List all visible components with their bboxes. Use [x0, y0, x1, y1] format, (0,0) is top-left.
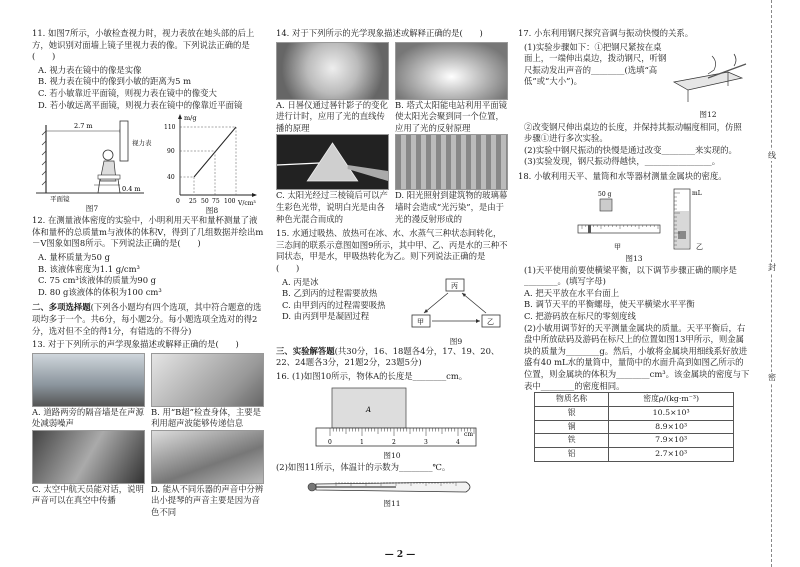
table-row	[535, 420, 734, 434]
density-table	[534, 392, 734, 462]
q11-option-b: B. 视力表在镜中的像到小敏的距离为5 m	[38, 76, 192, 87]
fig9-bing: 丙	[451, 281, 458, 290]
q13-cell-d	[151, 430, 264, 519]
binding-label-c: 密	[764, 372, 780, 383]
q14-option-b: B. 塔式太阳能电站利用平面镜使太阳光会聚到同一个位置，应用了光的反射原理	[395, 99, 507, 133]
fig9-caption: 图9	[449, 337, 463, 347]
section2-title: 二、多项选择题	[32, 302, 91, 313]
q15-block	[276, 228, 508, 347]
q12-option-c: C. 75 cm³该液体的质量为90 g	[38, 275, 157, 286]
q14-photo-sundial	[276, 42, 389, 100]
fig8-caption: 图8	[205, 206, 219, 216]
q14-cell-a	[276, 42, 389, 135]
fig10-tick-0: 0	[328, 439, 332, 447]
q11-option-d: D. 若小敏远离平面镜，则视力表在镜中的像靠近平面镜	[38, 99, 243, 110]
q11-option-a: A. 视力表在镜中的像是实像	[38, 64, 142, 75]
fig10	[276, 384, 508, 462]
density-cell: 10.5×10³	[609, 406, 734, 420]
section2	[32, 302, 264, 337]
binding-dashed-line	[771, 0, 772, 567]
fig10-caption: 图10	[383, 451, 401, 461]
fig13-mass-label: 50 g	[598, 190, 612, 198]
q14-photo-solar-tower	[395, 42, 508, 100]
q13-option-a: A. 道路两旁的隔音墙是在声源处减弱噪声	[32, 406, 144, 429]
q13-cell-a	[32, 353, 145, 430]
fig7-top-distance: 2.7 m	[74, 122, 93, 131]
q13-cell-b	[151, 353, 264, 430]
binding-margin	[762, 0, 782, 567]
density-cell: 铝	[535, 448, 609, 462]
q15-stem: 15. 水通过吸热、放热可在冰、水、水蒸气三种状态间转化，三态间的联系示意图如图9所示，其中甲、乙、丙是水的三种不同状态，甲是水，甲吸热转化为乙。则下列说法正确的是( )	[276, 228, 508, 273]
q13-option-b: B. 用“B超”检查身体，主要是利用超声波能够传递信息	[151, 406, 261, 429]
q16-part2: (2)如图11所示，体温计的示数为________℃。	[276, 462, 451, 473]
table-row	[535, 434, 734, 448]
fig13-caption: 图13	[625, 253, 643, 263]
density-cell: 银	[535, 406, 609, 420]
density-header-density: 密度ρ/(kg·m⁻³)	[609, 393, 734, 407]
q16-part1: 16. (1)如图10所示，物体A的长度是________cm。	[276, 370, 468, 381]
section3	[276, 346, 508, 369]
column-right	[518, 28, 750, 462]
fig8-ytick-90: 90	[167, 148, 175, 156]
q14-option-d: D. 阳光照射到建筑物的玻璃幕墙时会造成“光污染”，是由于光的漫反射形成的	[395, 190, 508, 224]
q14-photo-prism	[276, 134, 389, 190]
q14-cell-b	[395, 42, 508, 135]
q17-stem: 17. 小东利用钢尺探究音调与振动快慢的关系。	[518, 28, 694, 38]
q14-stem: 14. 对于下列所示的光学现象描述或解释正确的是( )	[276, 28, 483, 38]
page-number: — 2 —	[384, 549, 416, 560]
q15-option-c: C. 由甲到丙的过程需要吸热	[282, 299, 386, 310]
fig8-ytick-110: 110	[164, 124, 176, 132]
fig9	[406, 277, 506, 347]
fig8-xtick-100: 100	[224, 198, 236, 206]
q13-option-c: C. 太空中航天员能对话，说明声音可以在真空中传播	[32, 483, 144, 506]
table-row	[535, 448, 734, 462]
q15-option-b: B. 乙到丙的过程需要放热	[282, 288, 378, 299]
q13-photo-c	[32, 430, 145, 484]
q17-line-2: ②改变钢尺伸出桌边的长度，并保持其振动幅度相同，仿照步骤①进行多次实验。	[524, 121, 742, 144]
q12-stem: 12. 在测量液体密度的实验中，小明利用天平和量杯测量了液体和量杯的总质量m与液体的体积V，得到了几组数据并绘出m－V图象如图8所示。下列说法正确的是( )	[32, 215, 264, 249]
q13-option-d: D. 能从不同乐器的声音中分辨出小提琴的声音主要是因为音色不同	[151, 483, 264, 518]
density-table-header	[535, 393, 734, 407]
fig8-xtick-25: 25	[189, 198, 197, 206]
q12-option-a: A. 量杯质量为50 g	[38, 251, 110, 262]
q15-body	[276, 276, 508, 347]
density-cell: 7.9×10³	[609, 434, 734, 448]
fig10-tick-1: 1	[360, 439, 364, 447]
fig10-ruler	[276, 384, 508, 450]
fig9-diagram	[406, 277, 506, 333]
q14-photo-glass-building	[395, 134, 508, 190]
q17-text	[518, 42, 668, 122]
fig12	[668, 42, 748, 122]
q13-stem: 13. 对于下列所示的声学现象描述或解释正确的是( )	[32, 339, 239, 350]
q17-line-3: (2)实验中钢尺振动的快慢是通过改变________来实现的。	[524, 144, 737, 155]
q13-photo-d	[151, 430, 264, 484]
density-cell: 2.7×10³	[609, 448, 734, 462]
fig8-xlabel: V/cm³	[238, 200, 256, 208]
q13-cell-c	[32, 430, 145, 519]
fig13-ml: mL	[692, 189, 702, 197]
section3-desc: (共30分，16、18题各4分，17、19、20、22、24题各3分，21题2分，23题5分)	[276, 345, 500, 368]
section3-title: 三、实验解答题	[276, 345, 335, 356]
fig7-chart-label: 视力表	[132, 139, 152, 148]
q14-cell-c	[276, 134, 389, 225]
q13-options-grid	[32, 353, 264, 519]
fig12-ruler-table	[668, 42, 748, 106]
q11-stem: 11. 如图7所示，小敏检查视力时，视力表放在她头部的后上方，她识别对面墙上镜子里视力表的像。下列说法正确的是( )	[32, 28, 255, 62]
section2-desc: (下列各小题均有四个选项，其中符合题意的选项均多于一个。共6分，每小题2分。每小题选项全选对的得2分，选对但不全的得1分，有错选的不得分)	[32, 302, 262, 336]
density-cell: 铁	[535, 434, 609, 448]
density-cell: 铜	[535, 420, 609, 434]
q15-option-d: D. 由丙到甲是凝固过程	[282, 311, 370, 322]
fig8-xtick-0: 0	[176, 198, 180, 206]
fig13	[518, 185, 750, 265]
q14-options-grid	[276, 42, 508, 226]
fig7-mirror-label: 平面镜	[50, 195, 70, 204]
fig13-jia: 甲	[614, 242, 621, 251]
fig8-ytick-40: 40	[167, 174, 175, 182]
column-middle	[276, 28, 508, 510]
fig13-yi: 乙	[696, 242, 703, 251]
q17-line-4: (3)实验发现，钢尺振动得越快，________________。	[524, 156, 721, 167]
fig8-xtick-75: 75	[212, 198, 220, 206]
fig9-jia: 甲	[417, 317, 424, 326]
fig12-caption: 图12	[699, 110, 717, 120]
density-cell: 8.9×10³	[609, 420, 734, 434]
q18-line-1: (1)天平使用前要使横梁平衡，以下调节步骤正确的顺序是________。(填写字母)	[524, 264, 737, 287]
fig11-caption: 图11	[383, 498, 401, 508]
fig7-diagram	[34, 111, 154, 203]
q13-photo-b	[151, 353, 264, 407]
binding-label-b: 封	[764, 262, 780, 273]
fig11	[276, 476, 508, 510]
q11-option-c: C. 若小敏靠近平面镜，则视力表在镜中的像变大	[38, 87, 217, 98]
q14-option-a: A. 日晷仪通过晷针影子的变化进行计时，应用了光的直线传播的原理	[276, 99, 388, 133]
q18-line-3: B. 调节天平的平衡螺母，使天平横梁水平平衡	[524, 299, 695, 310]
fig8-ylabel: m/g	[184, 114, 197, 123]
q18-line-5: (2)小敏用调节好的天平测量金属块的质量。天平平衡后，右盘中所放砝码及游码在标尺上的位置如图13甲所示，则金属块的质量为________g。然后，小敏将金属块用细线系好放进盛有40 mL水的量筒中，量筒中的水面升高到如图乙所示的位置，则金属块的体积为________cm³。该金属块的密度与下表中________的密度相同。	[524, 322, 750, 391]
q12-option-b: B. 该液体密度为1.1 g/cm³	[38, 263, 140, 274]
fig7-caption: 图7	[85, 204, 99, 214]
fig10-tick-4: 4	[456, 439, 460, 447]
fig8-graph	[154, 111, 262, 207]
fig13-diagram	[518, 185, 750, 255]
q17-body	[518, 42, 750, 122]
q17-line-1: (1)实验步骤如下：①把钢尺紧按在桌面上，一端伸出桌边，拨动钢尺，听钢尺振动发出声音的________(选填“高低”或“大小”)。	[524, 41, 667, 87]
q15-options	[276, 277, 406, 343]
q14-cell-d	[395, 134, 508, 225]
q18-line-2: A. 把天平放在水平台面上	[524, 287, 620, 298]
fig9-yi: 乙	[487, 317, 494, 326]
fig8-xtick-50: 50	[201, 198, 209, 206]
density-header-substance: 物质名称	[535, 393, 609, 407]
fig10-unit: cm	[464, 431, 474, 439]
q18-stem: 18. 小敏利用天平、量筒和水等器材测量金属块的密度。	[518, 171, 727, 182]
q13-photo-a	[32, 353, 145, 407]
fig7-fig8-row	[32, 111, 264, 215]
fig10-object-label: A	[366, 406, 372, 415]
fig7-bottom-distance: 0.4 m	[122, 185, 141, 194]
table-row	[535, 406, 734, 420]
binding-label-a: 线	[764, 150, 780, 161]
column-left	[32, 28, 264, 519]
fig10-tick-2: 2	[392, 439, 396, 447]
prism-icon	[277, 135, 388, 189]
q18-line-4: C. 把游码放在标尺的零刻度线	[524, 311, 636, 321]
q12-option-d: D. 80 g该液体的体积为100 cm³	[38, 286, 162, 297]
fig10-tick-3: 3	[424, 439, 428, 447]
q14-option-c: C. 太阳光经过三棱镜后可以产生彩色光带，说明白光是由各种色光混合而成的	[276, 190, 388, 224]
q15-option-a: A. 丙是冰	[282, 276, 319, 287]
fig11-thermometer	[276, 476, 508, 498]
